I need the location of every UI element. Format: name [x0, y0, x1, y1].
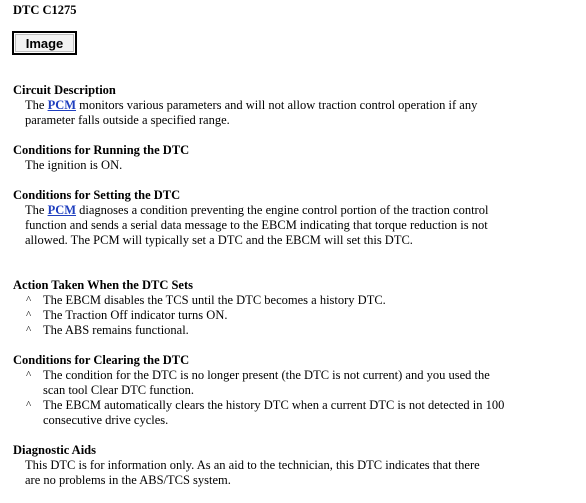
action-taken-heading: Action Taken When the DTC Sets	[13, 278, 194, 292]
pcm-link[interactable]: PCM	[47, 98, 77, 112]
pcm-link[interactable]: PCM	[47, 203, 77, 217]
list-item	[13, 293, 513, 308]
diagnostic-aids-heading: Diagnostic Aids	[13, 443, 97, 457]
image-button[interactable]	[12, 31, 77, 55]
action-taken-section	[13, 278, 573, 338]
conditions-clearing-list	[13, 368, 573, 428]
conditions-setting-text	[25, 203, 495, 248]
page-title: DTC C1275	[13, 3, 77, 17]
caret-icon: ^	[26, 369, 32, 381]
image-button-label[interactable]: Image	[15, 34, 74, 52]
caret-icon: ^	[26, 324, 32, 336]
conditions-running-text: The ignition is ON.	[25, 158, 123, 172]
list-item	[13, 398, 513, 428]
conditions-running-heading: Conditions for Running the DTC	[13, 143, 190, 157]
list-item-text: The condition for the DTC is no longer present (the DTC is not current) and you used the scan tool Clear DTC function.	[43, 368, 490, 397]
conditions-setting-heading: Conditions for Setting the DTC	[13, 188, 181, 202]
caret-icon: ^	[26, 294, 32, 306]
circuit-description-heading: Circuit Description	[13, 83, 116, 97]
conditions-setting-section	[13, 188, 573, 248]
list-item	[13, 308, 513, 323]
conditions-setting-prefix: The	[25, 203, 48, 217]
conditions-clearing-section	[13, 353, 573, 428]
conditions-running-section	[13, 143, 573, 173]
list-item	[13, 368, 513, 398]
conditions-clearing-heading: Conditions for Clearing the DTC	[13, 353, 190, 367]
list-item-text: The ABS remains functional.	[43, 323, 189, 337]
conditions-setting-body: diagnoses a condition preventing the engine control portion of the traction control function and sends a serial data message to the EBCM indicating that torque reduction is not allowed. The PCM will typically set a DTC and the EBCM will set this DTC.	[25, 203, 489, 247]
diagnostic-aids-text: This DTC is for information only. As an aid to the technician, this DTC indicates that there are no problems in the ABS/TCS system.	[25, 458, 480, 487]
list-item	[13, 323, 513, 338]
circuit-description-text	[25, 98, 495, 128]
diagnostic-aids-section	[13, 443, 573, 488]
circuit-description-prefix: The	[25, 98, 48, 112]
list-item-text: The Traction Off indicator turns ON.	[43, 308, 228, 322]
circuit-description-body: monitors various parameters and will not allow traction control operation if any parameter falls outside a specified range.	[25, 98, 478, 127]
action-taken-list	[13, 293, 573, 338]
list-item-text: The EBCM disables the TCS until the DTC becomes a history DTC.	[43, 293, 386, 307]
caret-icon: ^	[26, 399, 32, 411]
caret-icon: ^	[26, 309, 32, 321]
list-item-text: The EBCM automatically clears the history DTC when a current DTC is not detected in 100 consecutive drive cycles.	[43, 398, 505, 427]
circuit-description-section	[13, 83, 573, 128]
